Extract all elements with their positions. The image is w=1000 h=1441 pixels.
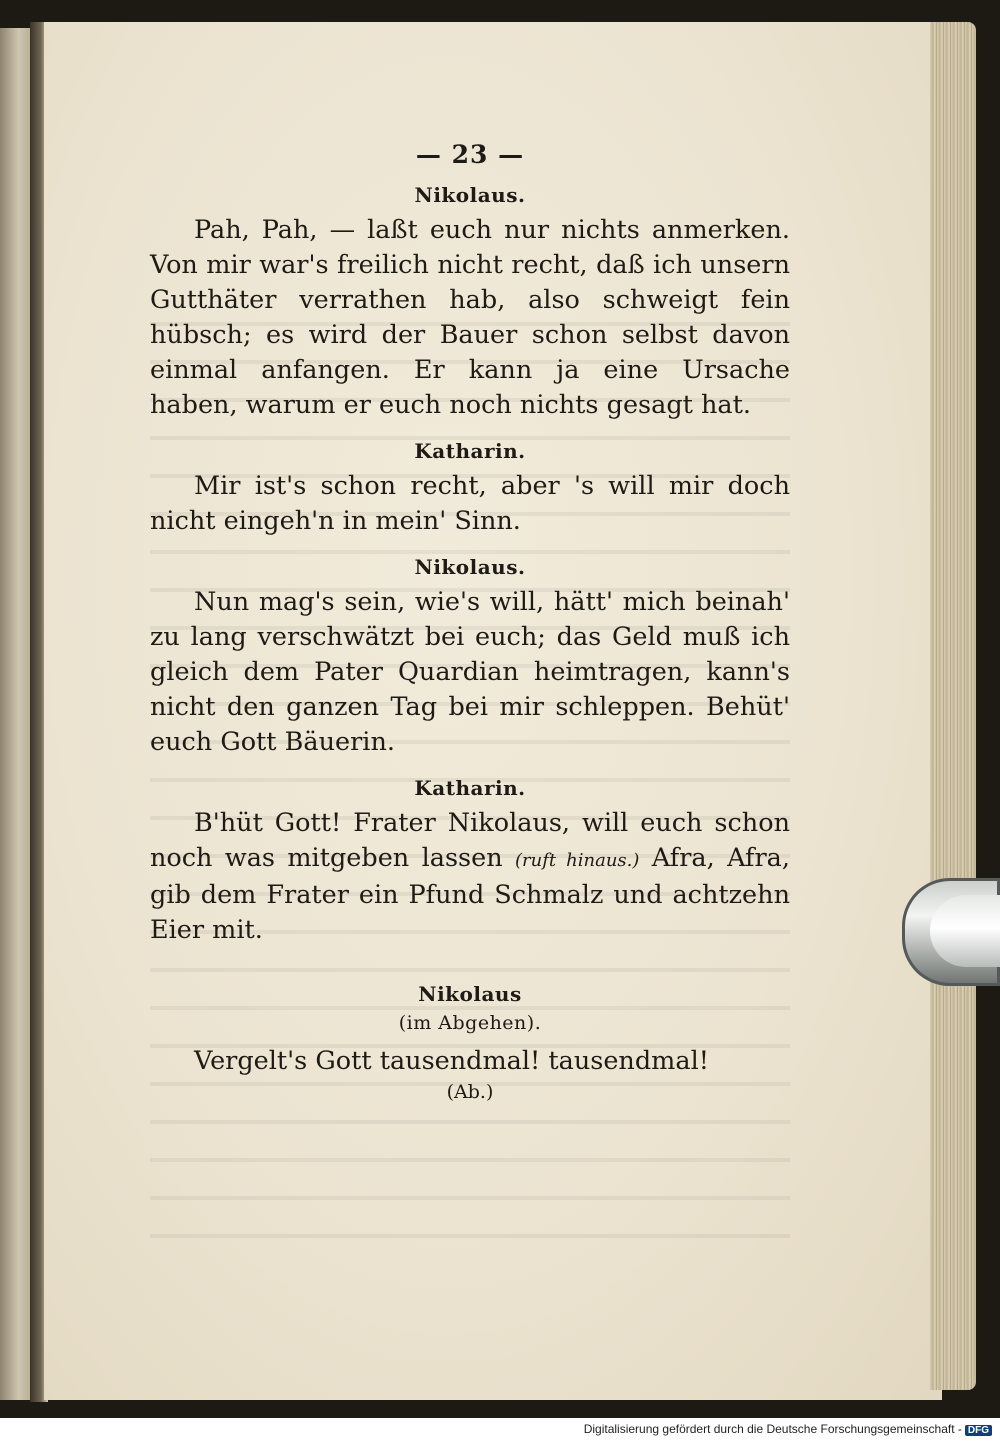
exit-direction: (Ab.) — [446, 1081, 494, 1103]
speech-paragraph: Mir ist's schon recht, aber 's will mir doch nicht eingeh'n in mein' Sinn. — [150, 471, 790, 536]
speaker-label: Nikolaus. — [414, 555, 526, 579]
speech-paragraph: Pah, Pah, — laßt euch nur nichts anmerken. Von mir war's freilich nicht recht, daß ich unsern Gutthäter verrathen hab, also schweigt fein hübsch; es wird der Bauer schon selbst davon einmal anfangen. Er kann ja eine Ursache haben, warum er euch noch nichts gesagt hat. — [150, 215, 790, 420]
speaker-label: Katharin. — [414, 439, 526, 463]
page-edges — [930, 22, 976, 1390]
footer-credit — [584, 1422, 992, 1436]
stage-direction: (ruft hinaus.) — [515, 850, 640, 871]
footer-credit-text: Digitalisierung gefördert durch die Deutsche Forschungsgemeinschaft - — [583, 1422, 962, 1436]
page-text — [150, 140, 790, 1107]
speaker-label: Nikolaus. — [414, 183, 526, 207]
dfg-logo: DFG — [965, 1425, 992, 1436]
metal-clip-highlight — [930, 895, 1000, 967]
speech-paragraph: Vergelt's Gott tausendmal! tausendmal! — [194, 1046, 709, 1076]
page-number: — 23 — — [415, 140, 525, 169]
speaker-label: Katharin. — [414, 776, 526, 800]
left-page-edge — [0, 28, 34, 1400]
speech-paragraph: Nun mag's sein, wie's will, hätt' mich beinah' zu lang verschwätzt bei euch; das Geld muß ich gleich dem Pater Quardian heimtragen, kann's nicht den ganzen Tag bei mir schleppen. Behüt' euch Gott Bäuerin. — [150, 587, 790, 757]
speech-text: B'hüt Gott! Frater Nikolaus, will euch schon noch was mitgeben lassen — [150, 808, 790, 873]
speech-text: Afra, Afra, gib dem Frater ein Pfund Schmalz und achtzehn Eier mit. — [150, 843, 790, 945]
speaker-label: Nikolaus — [418, 982, 522, 1006]
speech-paragraph — [150, 806, 790, 948]
stage-direction: (im Abgehen). — [398, 1012, 542, 1034]
